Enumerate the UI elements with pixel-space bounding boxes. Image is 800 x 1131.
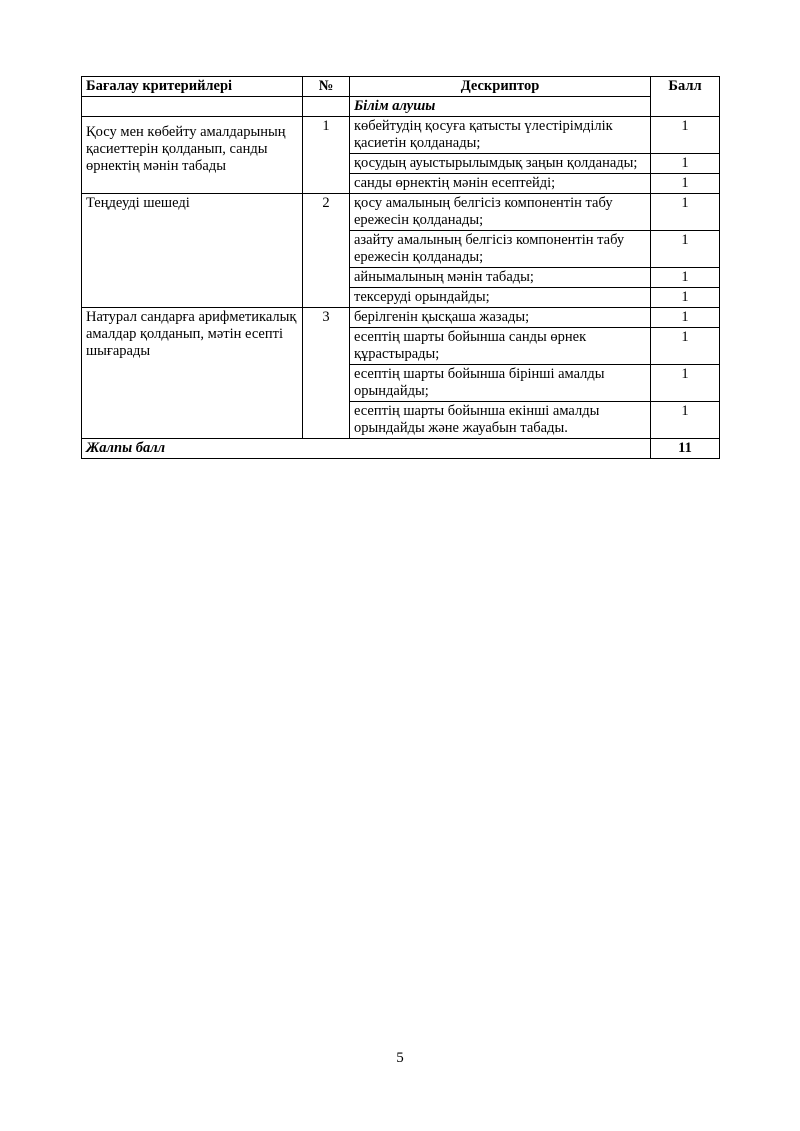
descriptor-cell: берілгенін қысқаша жазады;: [350, 308, 651, 328]
subheader-row: [82, 97, 720, 117]
descriptor-cell: азайту амалының белгісіз компонентін табу ережесін қолданады;: [350, 231, 651, 268]
descriptor-cell: қосудың ауыстырылымдық заңын қолданады;: [350, 154, 651, 174]
score-cell: 1: [651, 402, 720, 439]
score-cell: 1: [651, 194, 720, 231]
descriptor-cell: қосу амалының белгісіз компонентін табу ережесін қолданады;: [350, 194, 651, 231]
criterion-cell: Теңдеуді шешеді: [82, 194, 303, 308]
descriptor-cell: есептің шарты бойынша санды өрнек құрастырады;: [350, 328, 651, 365]
header-row: [82, 77, 720, 97]
score-cell: 1: [651, 308, 720, 328]
descriptor-cell: есептің шарты бойынша екінші амалды орындайды және жауабын табады.: [350, 402, 651, 439]
score-cell: 1: [651, 288, 720, 308]
subheader-learner: Білім алушы: [350, 97, 651, 117]
criterion-number: 2: [303, 194, 350, 308]
criterion-number: 1: [303, 117, 350, 194]
total-label: Жалпы балл: [82, 439, 651, 459]
total-score: 11: [651, 439, 720, 459]
table-row: [82, 117, 720, 154]
header-number: №: [303, 77, 350, 97]
page-number: 5: [396, 1050, 404, 1066]
table-row: [82, 308, 720, 328]
descriptor-cell: есептің шарты бойынша бірінші амалды орындайды;: [350, 365, 651, 402]
total-row: [82, 439, 720, 459]
header-score: Балл: [651, 77, 720, 117]
header-descriptor: Дескриптор: [350, 77, 651, 97]
assessment-rubric-table: [81, 76, 720, 459]
table-row: [82, 194, 720, 231]
score-cell: 1: [651, 231, 720, 268]
descriptor-cell: айнымалының мәнін табады;: [350, 268, 651, 288]
score-cell: 1: [651, 174, 720, 194]
header-criteria: Бағалау критерийлері: [82, 77, 303, 97]
descriptor-cell: тексеруді орындайды;: [350, 288, 651, 308]
score-cell: 1: [651, 268, 720, 288]
score-cell: 1: [651, 154, 720, 174]
descriptor-cell: көбейтудің қосуға қатысты үлестірімділік қасиетін қолданады;: [350, 117, 651, 154]
criterion-cell: Қосу мен көбейту амалдарының қасиеттерін қолданып, санды өрнектің мәнін табады: [82, 117, 303, 194]
descriptor-cell: санды өрнектің мәнін есептейді;: [350, 174, 651, 194]
criterion-number: 3: [303, 308, 350, 439]
score-cell: 1: [651, 328, 720, 365]
criterion-cell: Натурал сандарға арифметикалық амалдар қолданып, мәтін есепті шығарады: [82, 308, 303, 439]
score-cell: 1: [651, 117, 720, 154]
score-cell: 1: [651, 365, 720, 402]
